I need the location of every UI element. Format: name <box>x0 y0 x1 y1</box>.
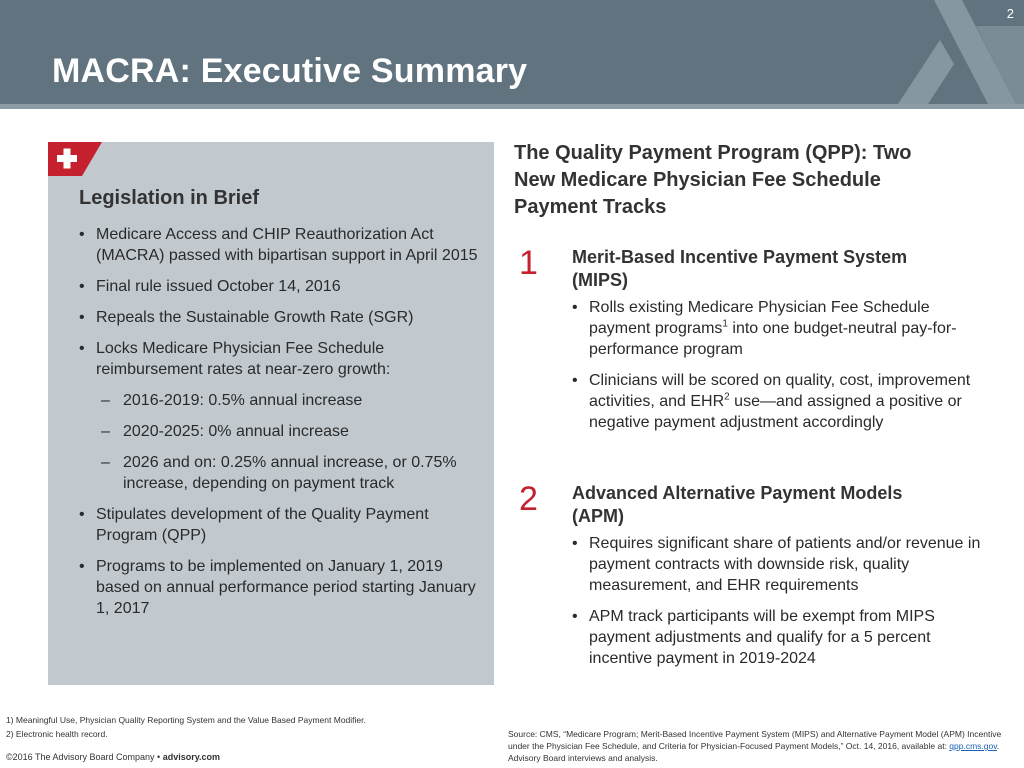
list-item: • Rolls existing Medicare Physician Fee Schedule payment programs$^1$ into one budget-neutral pay-for-performance program <box>572 299 957 358</box>
track-title-mips: Merit-Based Incentive Payment System (MIPS) <box>572 247 908 290</box>
legislation-list <box>79 224 479 629</box>
footnote-ref: 2 <box>724 391 730 403</box>
footnote-ref: 1 <box>722 318 728 330</box>
list-item: • Repeals the Sustainable Growth Rate (SGR) <box>79 309 414 326</box>
source-note: Source: CMS, “Medicare Program; Merit-Based Incentive Payment System (MIPS) and Alternative Payment Model (APM) Incentive under the Physician Fee Schedule, and Criteria for Physician-Focused Payment Models,” Oct. 14, 2016, available at: qpp.cms.gov. Advisory Board interviews and analysis. <box>508 729 1002 763</box>
track-title-apm: Advanced Alternative Payment Models (APM) <box>572 483 903 526</box>
header-rule <box>0 104 1024 109</box>
copyright-site: advisory.com <box>162 752 221 762</box>
page-number: 2 <box>1006 6 1014 21</box>
list-item: • Programs to be implemented on January 1, 2019 based on annual performance period starting January 1, 2017 <box>79 558 476 617</box>
page-title: MACRA: Executive Summary <box>52 52 528 90</box>
list-item: • Final rule issued October 14, 2016 <box>79 278 341 295</box>
list-item: • Medicare Access and CHIP Reauthorization Act (MACRA) passed with bipartisan support in April 2015 <box>79 226 478 264</box>
footnote-2: 2) Electronic health record. <box>6 729 108 739</box>
track-number-1: 1 <box>519 244 538 282</box>
list-item: • Stipulates development of the Quality Payment Program (QPP) <box>79 506 429 544</box>
legislation-heading: Legislation in Brief <box>79 187 260 209</box>
track-number-2: 2 <box>519 480 538 518</box>
list-item: • Clinicians will be scored on quality, cost, improvement activities, and EHR$^2$ use—and assigned a positive or negative payment adjustment accordingly <box>572 372 971 431</box>
qpp-heading: The Quality Payment Program (QPP): Two New Medicare Physician Fee Schedule Payment Tracks <box>514 142 912 218</box>
medical-cross-icon <box>48 142 102 176</box>
list-item: • Locks Medicare Physician Fee Schedule reimbursement rates at near-zero growth: <box>79 340 391 378</box>
footnotes <box>6 713 366 741</box>
copyright: ©2016 The Advisory Board Company • advisory.com <box>6 752 221 762</box>
apm-list <box>572 533 992 679</box>
advisory-logo-icon <box>884 0 1024 104</box>
footnote-1: 1) Meaningful Use, Physician Quality Reporting System and the Value Based Payment Modifier. <box>6 715 366 725</box>
mips-list <box>572 297 992 443</box>
sub-list-item: – 2020-2025: 0% annual increase <box>101 423 349 440</box>
sub-list-item: – 2016-2019: 0.5% annual increase <box>101 392 363 409</box>
sub-list-item: – 2026 and on: 0.25% annual increase, or 0.75% increase, depending on payment track <box>101 454 457 492</box>
list-item: • Requires significant share of patients and/or revenue in payment contracts with downside risk, quality measurement, and EHR requirements <box>572 535 981 594</box>
list-item: • APM track participants will be exempt from MIPS payment adjustments and qualify for a 5 percent incentive payment in 2019-2024 <box>572 608 935 667</box>
source-link[interactable]: qpp.cms.gov <box>949 741 997 751</box>
